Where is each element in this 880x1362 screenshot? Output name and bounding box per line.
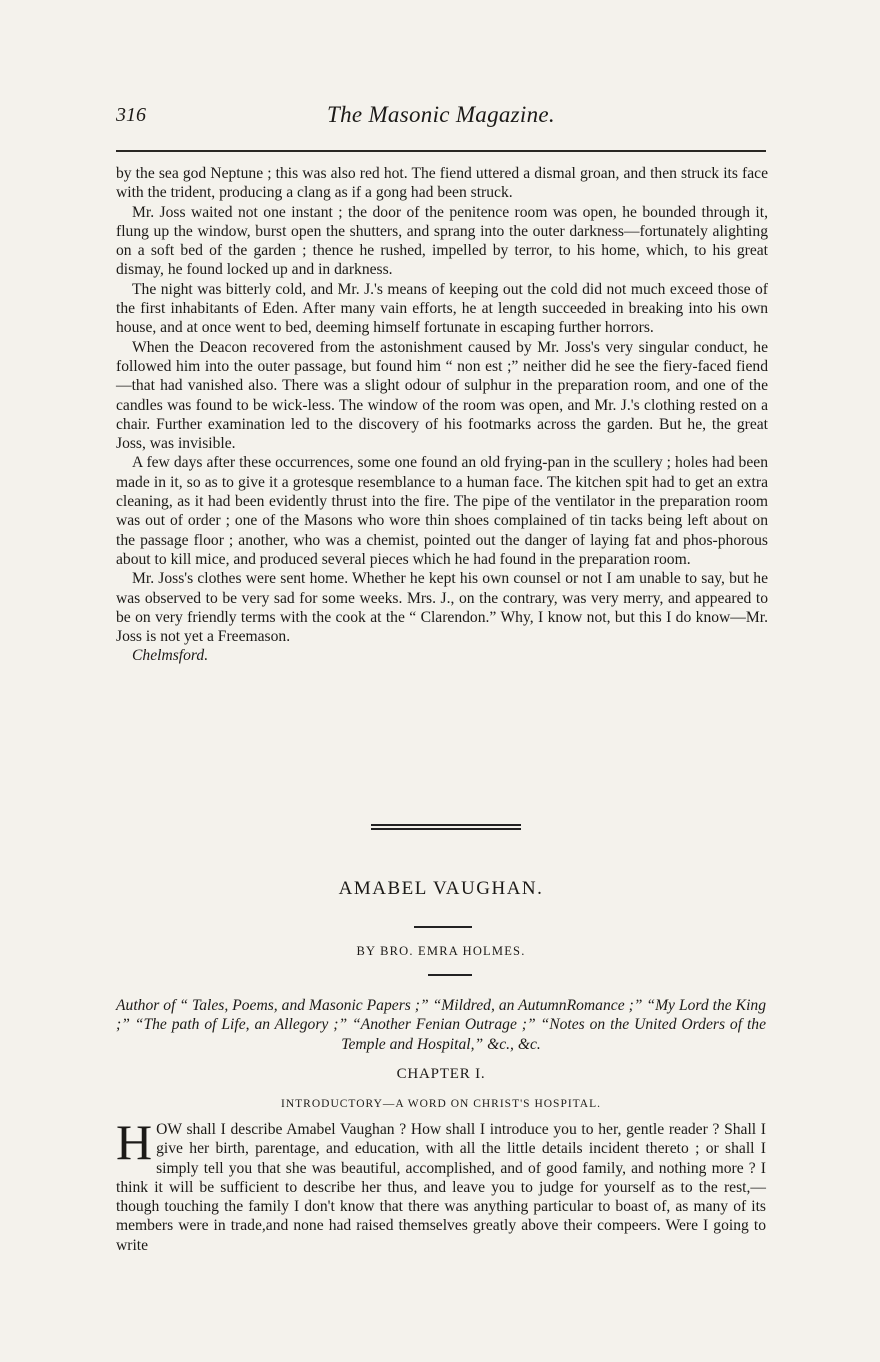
paragraph: The night was bitterly cold, and Mr. J.'s means of keeping out the cold did not much exceed those of the first inhabitants of Eden. After many vain efforts, he at length succeeded in breaking into his own house, and at once went to bed, deeming himself fortunate in escaping further horrors. xyxy=(116,280,768,337)
title-rule xyxy=(414,926,472,928)
page-number: 316 xyxy=(116,104,146,126)
chapter-subtitle: INTRODUCTORY—A WORD ON CHRIST'S HOSPITAL. xyxy=(281,1098,601,1110)
drop-cap: H xyxy=(116,1114,153,1170)
paragraph: When the Deacon recovered from the astonishment caused by Mr. Joss's very singular conduct, he followed him into the outer passage, but found him “ non est ;” neither did he see the fiery-faced fiend—that had vanished also. There was a slight odour of sulphur in the preparation room, and one of the candles was found to be wick-less. The window of the room was open, and Mr. J.'s clothing rested on a chair. Further examination led to the discovery of his footmarks across the garden. But he, the great Joss, was invisible. xyxy=(116,338,768,453)
paragraph: Mr. Joss's clothes were sent home. Whether he kept his own counsel or not I am unable to say, but he was observed to be very sad for some weeks. Mrs. J., on the contrary, was very merry, and appeared to be on very friendly terms with the cook at the “ Clarendon.” Why, I know not, but this I do know—Mr. Joss is not yet a Freemason. xyxy=(116,570,768,646)
page-header xyxy=(116,100,766,140)
paragraph: Mr. Joss waited not one instant ; the door of the penitence room was open, he bounded through it, flung up the window, burst open the shutters, and sprang into the outer darkness—fortunately alighting on a soft bed of the garden ; thence he rushed, impelled by terror, to his home, which, to his great dismay, he found locked up and in darkness. xyxy=(116,203,768,279)
story-title: AMABEL VAUGHAN. xyxy=(338,878,544,899)
header-rule xyxy=(116,150,766,152)
running-title: The Masonic Magazine. xyxy=(327,102,555,127)
paragraph: by the sea god Neptune ; this was also red hot. The fiend uttered a dismal groan, and then struck its face with the trident, producing a clang as if a gong had been struck. xyxy=(116,165,768,202)
story-opening xyxy=(116,1114,766,1255)
previous-article-ending xyxy=(116,164,768,666)
chapter-heading: CHAPTER I. xyxy=(396,1066,486,1082)
article-signature: Chelmsford. xyxy=(132,647,209,665)
byline-rule xyxy=(428,974,472,976)
opening-text: OW shall I describe Amabel Vaughan ? How shall I introduce you to her, gentle reader ? Shall I give her birth, parentage, and education, with all the little details incident thereto ; or shall I simply tell you that she was beautiful, accomplished, and of good family, and nothing more ? I think it will be sufficient to describe her thus, and leave you to judge for yourself as to the rest,—though touching the family I don't know that there was anything particular to boast of, as many of its members were in trade,and none had raised themselves greatly above their compeers. Were I going to write xyxy=(116,1121,766,1254)
story-byline: BY BRO. EMRA HOLMES. xyxy=(356,944,526,958)
section-divider xyxy=(371,824,521,830)
paragraph: A few days after these occurrences, some one found an old frying-pan in the scullery ; holes had been made in it, so as to give it a grotesque resemblance to a human face. The kitchen spit had to get an extra cleaning, as it had been evidently thrust into the fire. The pipe of the ventilator in the preparation room was out of order ; one of the Masons who wore thin shoes complained of tin tacks being left about on the passage floor ; another, who was a chemist, pointed out the danger of laying fat and phos-phorous about to kill mice, and produced several pieces which he had found in the preparation room. xyxy=(116,454,768,568)
author-credits: Author of “ Tales, Poems, and Masonic Papers ;” “Mildred, an AutumnRomance ;” “My Lord the King ;” “The path of Life, an Allegory ;” “Another Fenian Outrage ;” “Notes on the United Orders of the Temple and Hospital,” &c., &c. xyxy=(116,997,766,1053)
